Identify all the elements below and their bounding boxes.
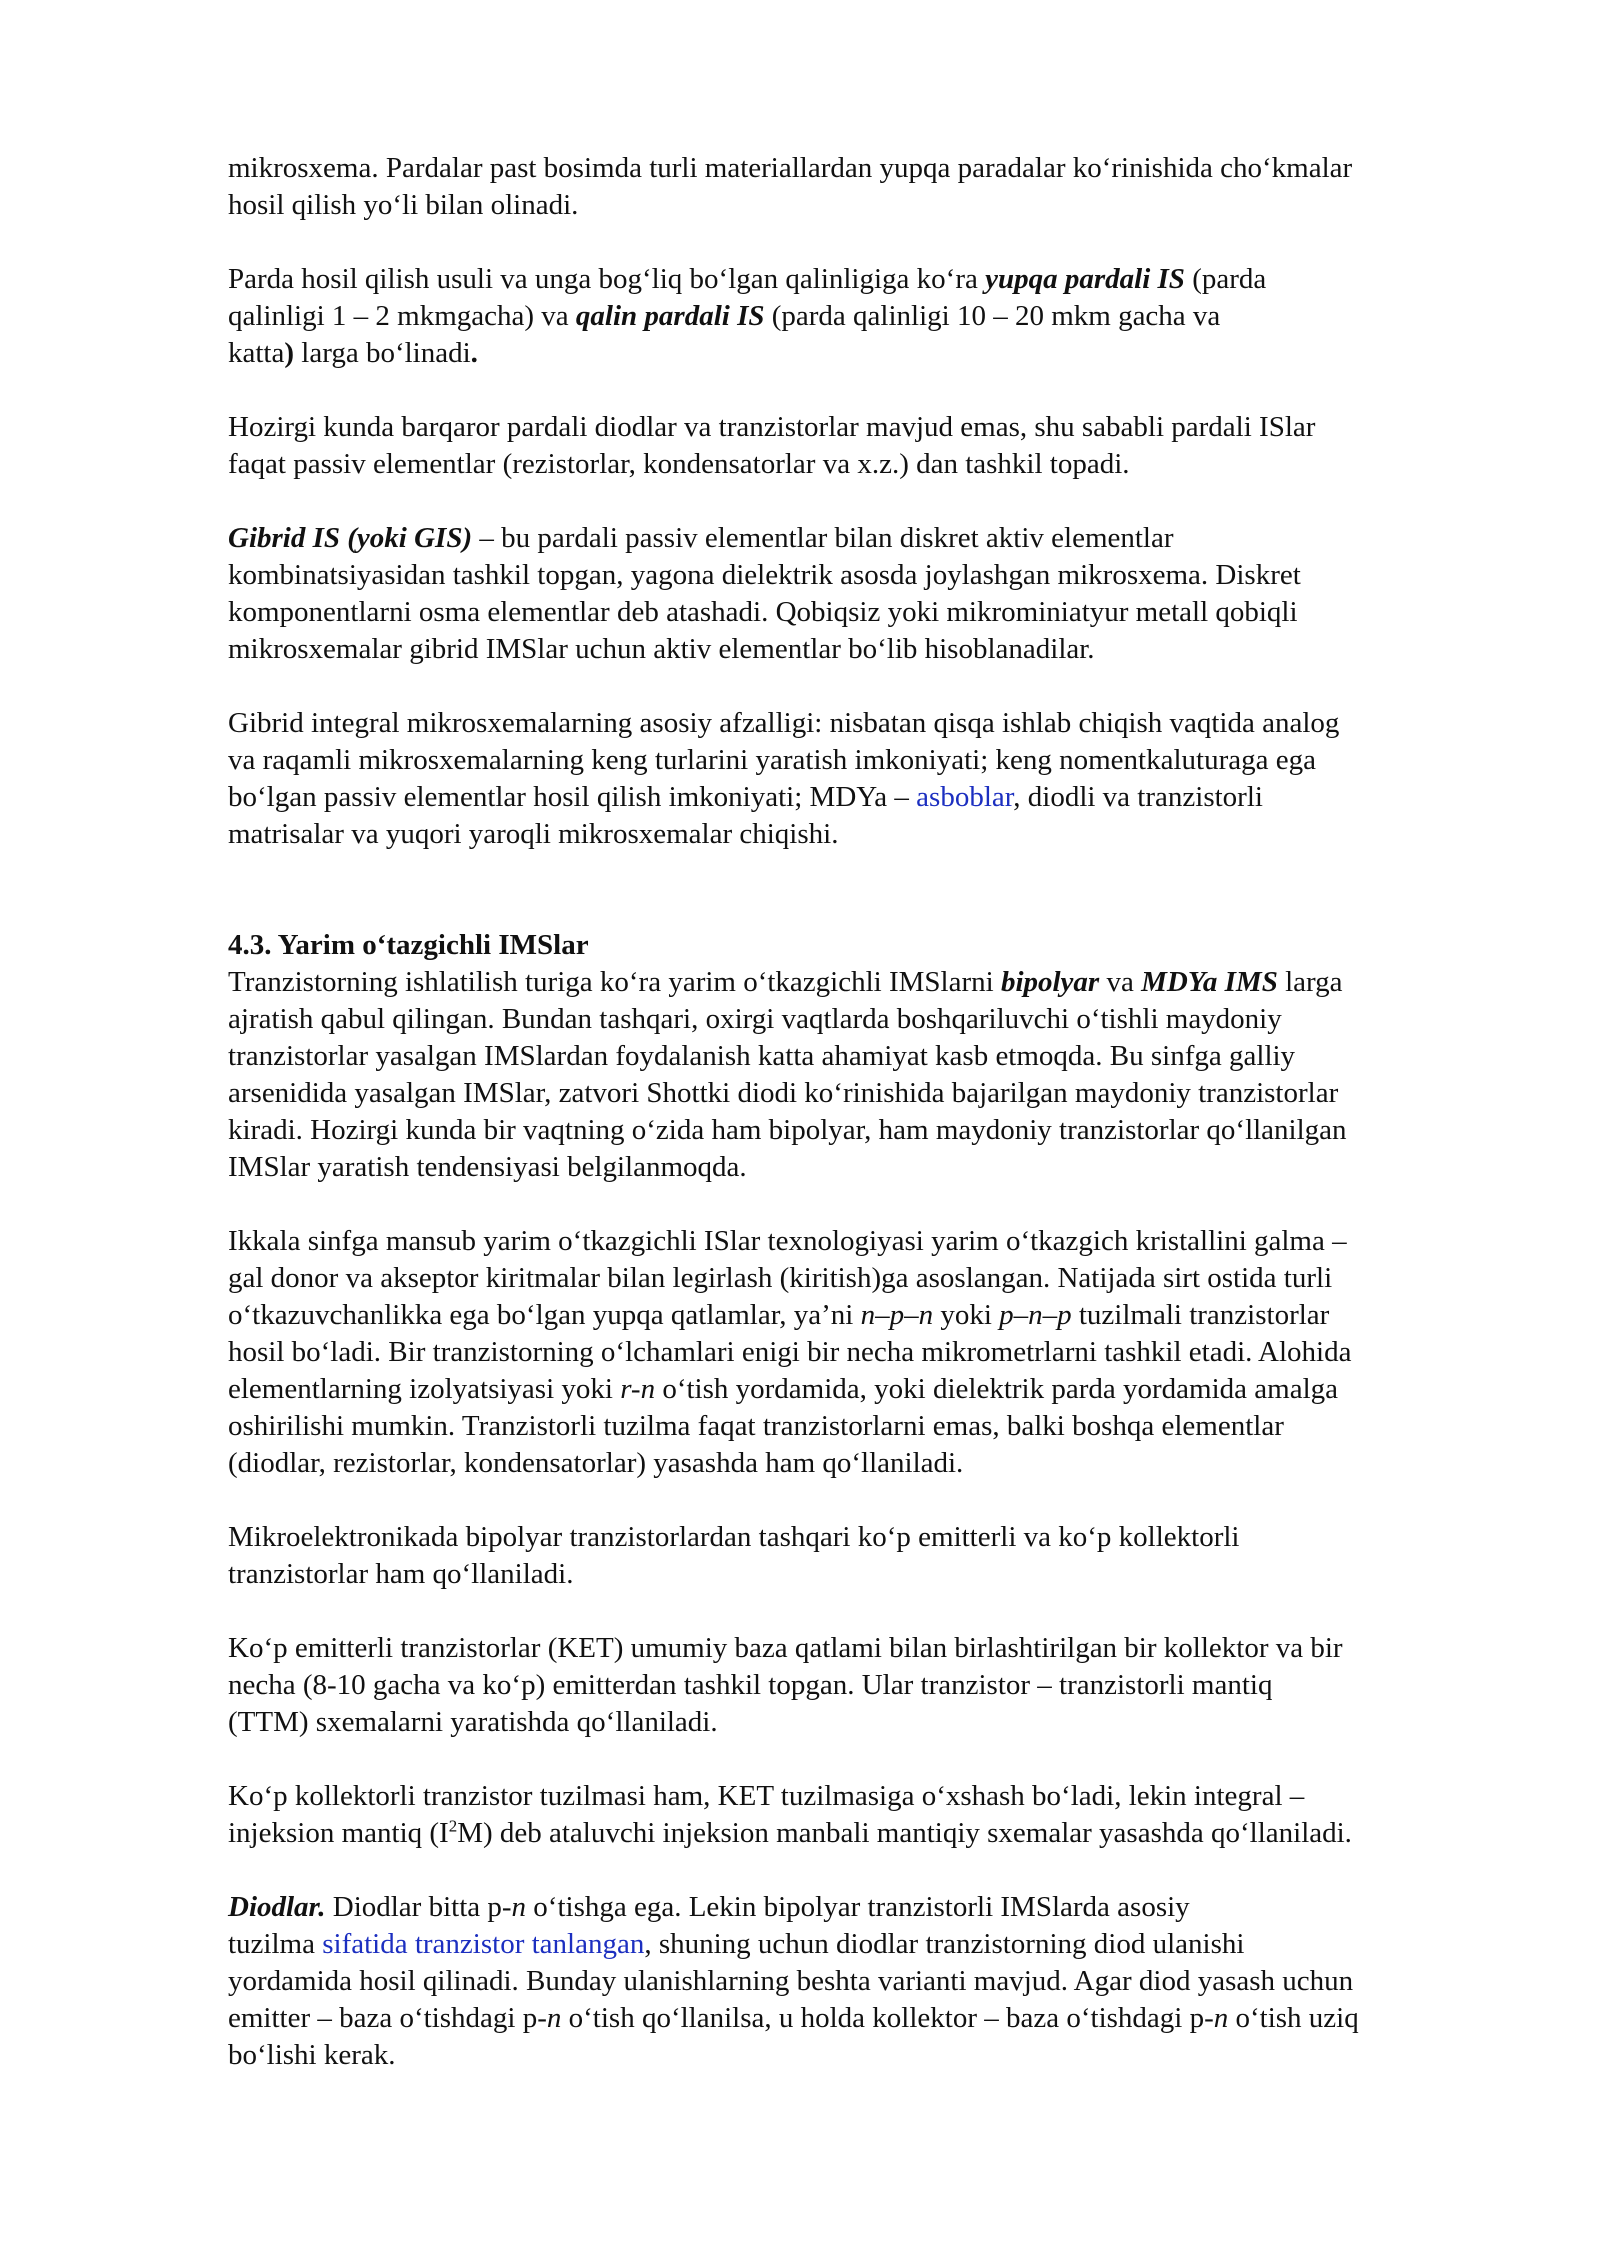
text-line: ajratish qabul qilingan. Bundan tashqari, oxirgi vaqtlarda boshqariluvchi o‘tishli maydoniy	[228, 1003, 1282, 1035]
text-line: komponentlarni osma elementlar deb atashadi. Qobiqsiz yoki mikrominiatyur metall qobiqli	[228, 596, 1298, 628]
paragraph-gibrid-afzalligi	[228, 705, 1490, 853]
text-line: tuzilma sifatida tranzistor tanlangan, shuning uchun diodlar tranzistorning diod ulanishi	[228, 1928, 1245, 1960]
text-line: hosil bo‘ladi. Bir tranzistorning o‘lchamlari enigi bir necha mikrometrlarni tashkil etadi. Alohida	[228, 1336, 1352, 1368]
text-line: (TTM) sxemalarni yaratishda qo‘llaniladi.	[228, 1706, 718, 1738]
text-line: katta) larga bo‘linadi.	[228, 337, 478, 369]
text-line: bo‘lgan passiv elementlar hosil qilish imkoniyati; MDYa – asboblar, diodli va tranzistorli	[228, 781, 1263, 813]
paragraph-kop-emitterli	[228, 1630, 1490, 1741]
tranzistor-tanlangan-link[interactable]: sifatida tranzistor tanlangan	[322, 1928, 645, 1960]
paragraph-ikkala-sinf	[228, 1223, 1490, 1482]
text-line: oshirilishi mumkin. Tranzistorli tuzilma faqat tranzistorlarni emas, balki boshqa elementlar	[228, 1410, 1284, 1442]
term-mdya-ims: MDYa IMS	[1141, 966, 1278, 998]
text-line: Mikroelektronikada bipolyar tranzistorlardan tashqari ko‘p emitterli va ko‘p kollektorli	[228, 1521, 1240, 1553]
text-line: Gibrid integral mikrosxemalarning asosiy afzalligi: nisbatan qisqa ishlab chiqish vaqtida analog	[228, 707, 1340, 739]
text-line: Tranzistorning ishlatilish turiga ko‘ra yarim o‘tkazgichli IMSlarni bipolyar va MDYa IMS larga	[228, 966, 1343, 998]
text-line: tranzistorlar ham qo‘llaniladi.	[228, 1558, 574, 1590]
text-line: faqat passiv elementlar (rezistorlar, kondensatorlar va x.z.) dan tashkil topadi.	[228, 448, 1130, 480]
text-line: IMSlar yaratish tendensiyasi belgilanmoqda.	[228, 1151, 747, 1183]
paragraph-pardalar	[228, 150, 1490, 224]
text-line: Hozirgi kunda barqaror pardali diodlar va tranzistorlar mavjud emas, shu sababli pardali ISlar	[228, 411, 1316, 443]
text-line: Ko‘p kollektorli tranzistor tuzilmasi ham, KET tuzilmasiga o‘xshash bo‘ladi, lekin integral –	[228, 1780, 1305, 1812]
paragraph-barqaror-diodlar	[228, 409, 1490, 483]
paragraph-diodlar	[228, 1889, 1490, 2074]
text-line: hosil qilish yo‘li bilan olinadi.	[228, 189, 579, 221]
text-line: kombinatsiyasidan tashkil topgan, yagona dielektrik asosda joylashgan mikrosxema. Diskret	[228, 559, 1301, 591]
text-line: Ko‘p emitterli tranzistorlar (KET) umumiy baza qatlami bilan birlashtirilgan bir kollektor va bir	[228, 1632, 1343, 1664]
text-line: o‘tkazuvchanlikka ega bo‘lgan yupqa qatlamlar, ya’ni n–p–n yoki p–n–p tuzilmali tranzistorlar	[228, 1299, 1330, 1331]
term-bipolyar: bipolyar	[1000, 966, 1100, 998]
document-page	[228, 150, 1490, 2074]
text-line: yordamida hosil qilinadi. Bunday ulanishlarning beshta varianti mavjud. Agar diod yasash uchun	[228, 1965, 1354, 1997]
text-line: qalinligi 1 – 2 mkmgacha) va qalin pardali IS (parda qalinligi 10 – 20 mkm gacha va	[228, 300, 1221, 332]
text-line: (diodlar, rezistorlar, kondensatorlar) yasashda ham qo‘llaniladi.	[228, 1447, 964, 1479]
text-line: matrisalar va yuqori yaroqli mikrosxemalar chiqishi.	[228, 818, 839, 850]
term-yupqa-pardali: yupqa pardali IS	[985, 263, 1185, 295]
text-line: mikrosxemalar gibrid IMSlar uchun aktiv elementlar bo‘lib hisoblanadilar.	[228, 633, 1095, 665]
paragraph-kop-kollektorli	[228, 1778, 1490, 1852]
asboblar-link[interactable]: asboblar	[916, 781, 1014, 813]
text-line: necha (8-10 gacha va ko‘p) emitterdan tashkil topgan. Ular tranzistor – tranzistorli mantiq	[228, 1669, 1273, 1701]
text-line: va raqamli mikrosxemalarning keng turlarini yaratish imkoniyati; keng nomentkaluturaga ega	[228, 744, 1316, 776]
text-line: mikrosxema. Pardalar past bosimda turli materiallardan yupqa paradalar ko‘rinishida cho‘kmalar	[228, 152, 1353, 184]
text-line: Diodlar. Diodlar bitta p-n o‘tishga ega. Lekin bipolyar tranzistorli IMSlarda asosiy	[228, 1891, 1190, 1923]
section-heading: 4.3. Yarim o‘tazgichli IMSlar	[228, 929, 589, 961]
text-line: Gibrid IS (yoki GIS) – bu pardali passiv elementlar bilan diskret aktiv elementlar	[228, 522, 1174, 554]
paragraph-mikroelektronika	[228, 1519, 1490, 1593]
paragraph-gibrid-is	[228, 520, 1490, 668]
paragraph-parda-qalinligi	[228, 261, 1490, 372]
paragraph-tranzistor-turlari	[228, 964, 1490, 1186]
text-line: tranzistorlar yasalgan IMSlardan foydalanish katta ahamiyat kasb etmoqda. Bu sinfga galliy	[228, 1040, 1296, 1072]
text-line: Ikkala sinfga mansub yarim o‘tkazgichli ISlar texnologiyasi yarim o‘tkazgich kristallini galma –	[228, 1225, 1347, 1257]
text-line: kiradi. Hozirgi kunda bir vaqtning o‘zida ham bipolyar, ham maydoniy tranzistorlar qo‘llanilgan	[228, 1114, 1347, 1146]
term-qalin-pardali: qalin pardali IS	[575, 300, 765, 332]
text-line: gal donor va akseptor kiritmalar bilan legirlash (kiritish)ga asoslangan. Natijada sirt ostida turli	[228, 1262, 1333, 1294]
text-line: emitter – baza o‘tishdagi p-n o‘tish qo‘llanilsa, u holda kollektor – baza o‘tishdagi p-n o‘tish uziq	[228, 2002, 1359, 2034]
text-line: arsenidida yasalgan IMSlar, zatvori Shottki diodi ko‘rinishida bajarilgan maydoniy tranzistorlar	[228, 1077, 1339, 1109]
text-line: injeksion mantiq $(I^2M)$ deb ataluvchi injeksion manbali mantiqiy sxemalar yasashda qo‘llaniladi.	[228, 1816, 1352, 1849]
term-gibrid-is: Gibrid IS (yoki GIS)	[228, 522, 473, 554]
text-line: Parda hosil qilish usuli va unga bog‘liq bo‘lgan qalinligiga ko‘ra yupqa pardali IS (parda	[228, 263, 1267, 295]
text-line: elementlarning izolyatsiyasi yoki r-n o‘tish yordamida, yoki dielektrik parda yordamida amalga	[228, 1373, 1338, 1405]
term-diodlar: Diodlar.	[228, 1891, 326, 1923]
text-line: bo‘lishi kerak.	[228, 2039, 396, 2071]
